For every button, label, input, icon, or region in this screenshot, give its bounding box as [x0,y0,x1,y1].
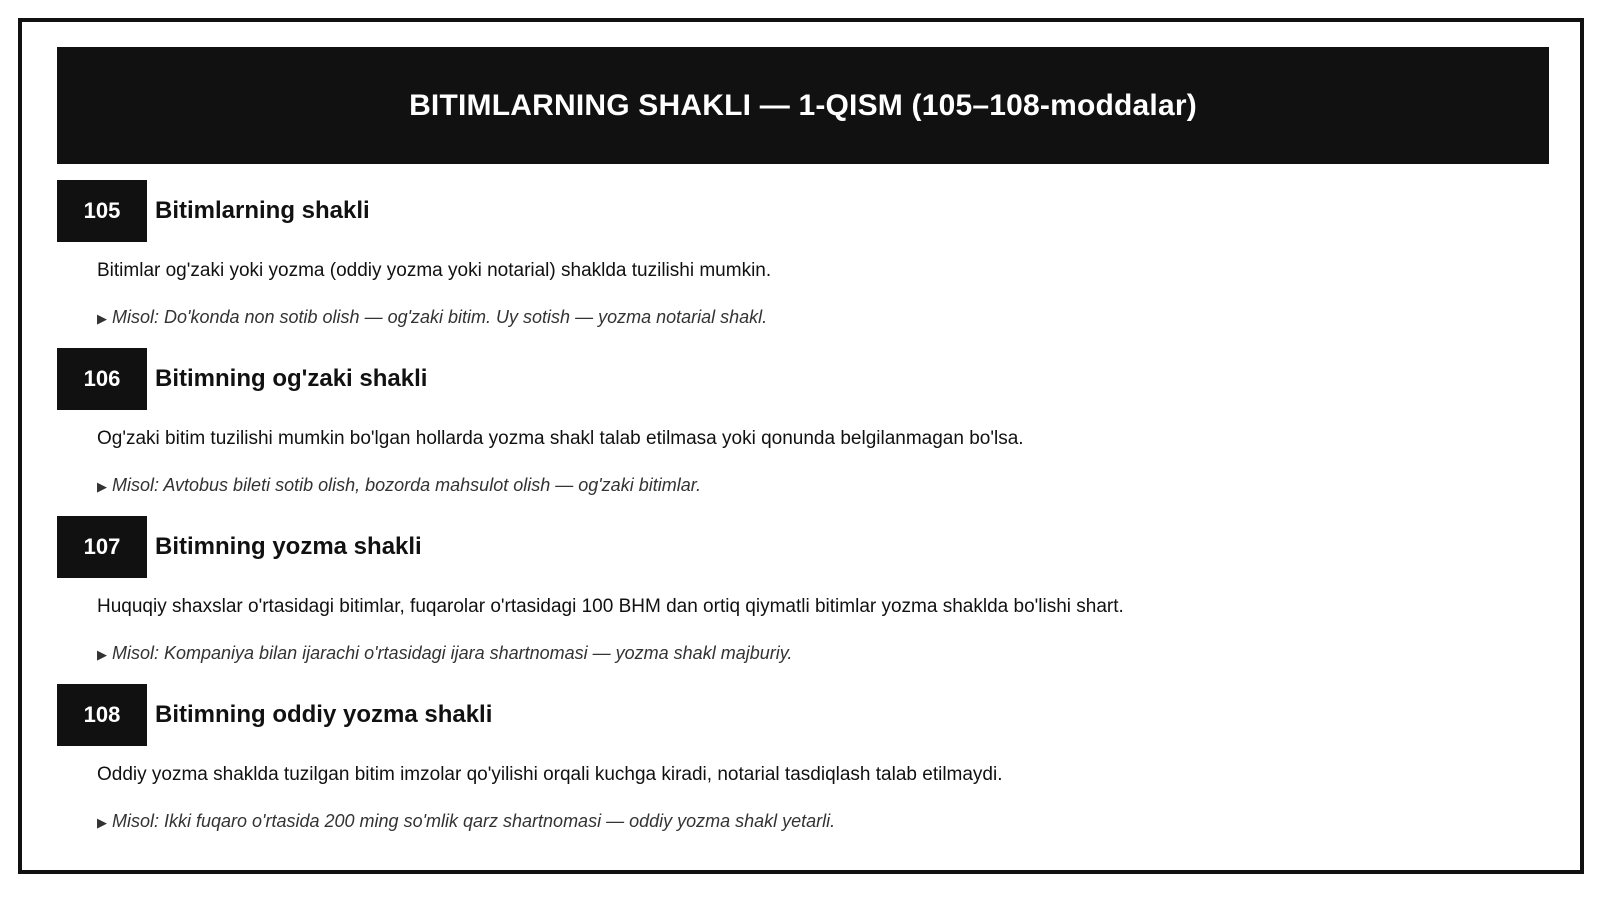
article-header [57,516,1549,578]
article-107 [57,516,1549,663]
article-example [97,643,792,664]
example-text: Misol: Do'konda non sotib olish — og'zaki bitim. Uy sotish — yozma notarial shakl. [112,307,768,327]
article-heading: Bitimning og'zaki shakli [155,365,428,392]
article-text: Oddiy yozma shaklda tuzilgan bitim imzolar qo'yilishi orqali kuchga kiradi, notarial tasdiqlash talab etilmaydi. [97,764,1003,785]
article-header [57,348,1549,410]
slide-frame [18,18,1584,874]
page-title: BITIMLARNING SHAKLI — 1-QISM (105–108-moddalar) [57,47,1549,164]
article-108 [57,684,1549,831]
article-number-badge: 108 [57,684,147,746]
example-text: Misol: Avtobus bileti sotib olish, bozorda mahsulot olish — og'zaki bitimlar. [112,475,702,495]
article-header [57,180,1549,242]
example-text: Misol: Kompaniya bilan ijarachi o'rtasidagi ijara shartnomasi — yozma shakl majburiy. [112,643,793,663]
article-heading: Bitimning yozma shakli [155,533,422,560]
article-text: Huquqiy shaxslar o'rtasidagi bitimlar, fuqarolar o'rtasidagi 100 BHM dan ortiq qiymatli bitimlar yozma shaklda bo'lishi shart. [97,596,1124,617]
article-105 [57,180,1549,327]
article-number-badge: 107 [57,516,147,578]
article-text: Bitimlar og'zaki yoki yozma (oddiy yozma yoki notarial) shaklda tuzilishi mumkin. [97,260,772,281]
article-number-badge: 106 [57,348,147,410]
article-heading: Bitimning oddiy yozma shakli [155,701,493,728]
arrow-right-icon: ▶ [97,647,107,662]
article-example [97,475,701,496]
article-header [57,684,1549,746]
article-number-badge: 105 [57,180,147,242]
arrow-right-icon: ▶ [97,311,107,326]
example-text: Misol: Ikki fuqaro o'rtasida 200 ming so'mlik qarz shartnomasi — oddiy yozma shakl yetarli. [112,811,836,831]
article-heading: Bitimlarning shakli [155,197,370,224]
article-example [97,307,767,328]
article-text: Og'zaki bitim tuzilishi mumkin bo'lgan hollarda yozma shakl talab etilmasa yoki qonunda belgilanmagan bo'lsa. [97,428,1024,449]
article-106 [57,348,1549,495]
arrow-right-icon: ▶ [97,815,107,830]
article-example [97,811,835,832]
arrow-right-icon: ▶ [97,479,107,494]
